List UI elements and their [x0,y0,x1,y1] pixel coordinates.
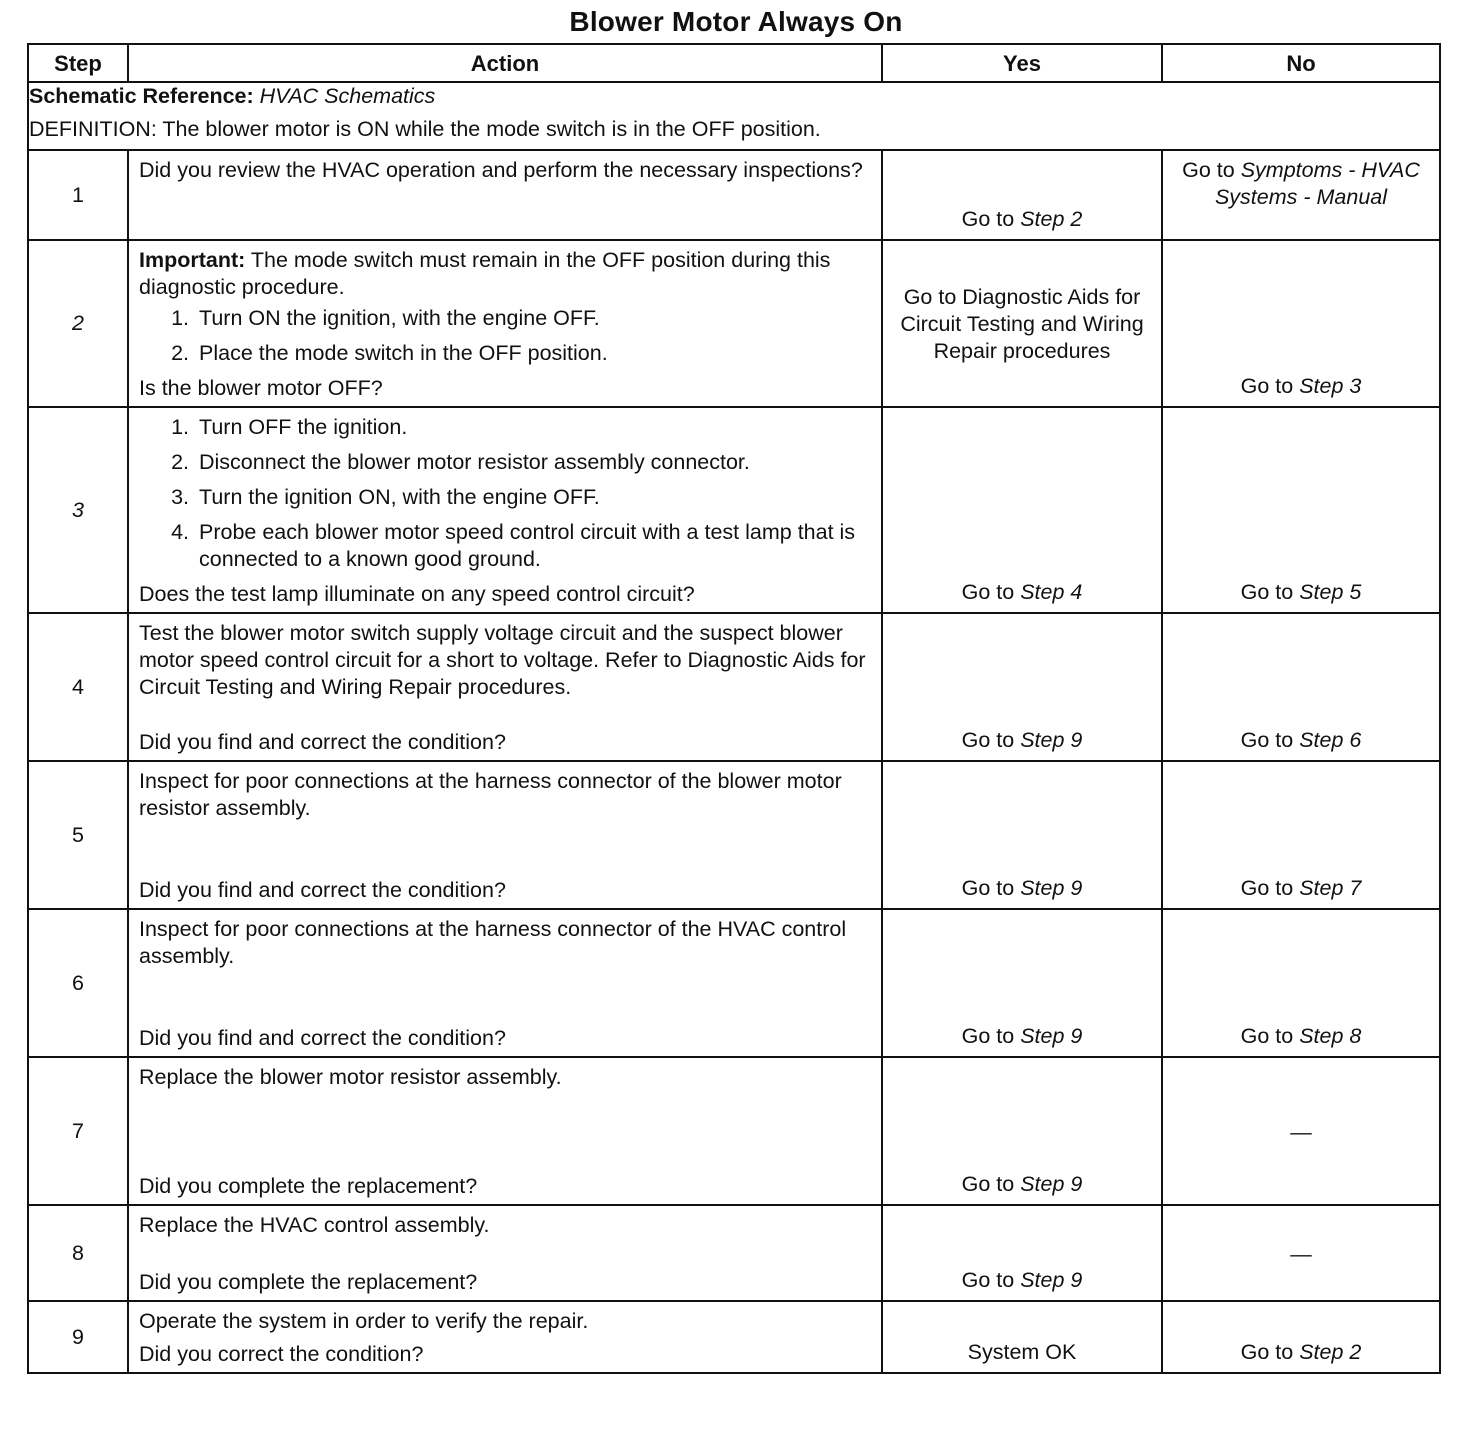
action-text: Inspect for poor connections at the harness connector of the blower motor resistor assembly. [139,769,842,820]
action-text: Replace the HVAC control assembly. [139,1213,490,1237]
no-cell [1162,1301,1440,1373]
action-cell [128,613,882,761]
yes-cell [882,761,1162,909]
no-cell [1162,613,1440,761]
step-number: 6 [28,909,128,1057]
header-no: No [1162,44,1440,82]
step-number: 5 [28,761,128,909]
yes-cell [882,407,1162,613]
no-prefix: Go to [1240,374,1294,398]
action-steps-list [139,305,871,367]
action-cell [128,240,882,407]
yes-cell [882,1057,1162,1205]
no-cell [1162,761,1440,909]
table-header-row [28,44,1440,82]
list-item: 1. Turn ON the ignition, with the engine OFF. [195,305,871,332]
no-link[interactable]: Step 7 [1299,876,1362,900]
yes-cell [882,150,1162,240]
list-item: 3. Turn the ignition ON, with the engine OFF. [195,484,871,511]
no-prefix: Go to [1240,728,1294,752]
yes-text: Go to Diagnostic Aids for Circuit Testing and Wiring Repair procedures [900,285,1144,363]
yes-prefix: Go to [961,580,1015,604]
no-prefix: Go to [1240,1340,1294,1364]
no-prefix: Go to [1240,876,1294,900]
action-text: Test the blower motor switch supply voltage circuit and the suspect blower motor speed control circuit for a short to voltage. Refer to Diagnostic Aids for Circuit Testing and Wiring Repair procedures. [139,621,866,699]
no-link[interactable]: Step 8 [1299,1024,1362,1048]
definition-text: DEFINITION: The blower motor is ON while the mode switch is in the OFF position. [29,117,821,141]
table-row [28,1057,1440,1205]
table-row [28,407,1440,613]
action-text: Did you review the HVAC operation and perform the necessary inspections? [139,158,863,182]
no-cell [1162,150,1440,240]
yes-link[interactable]: Step 9 [1020,1268,1083,1292]
no-link[interactable]: Step 2 [1299,1340,1362,1364]
list-item: 2. Place the mode switch in the OFF position. [195,340,871,367]
no-cell [1162,1205,1440,1301]
step-number: 9 [28,1301,128,1373]
action-question: Is the blower motor OFF? [139,376,383,400]
yes-cell [882,613,1162,761]
header-step: Step [28,44,128,82]
step-number: 2 [28,240,128,407]
action-text: Inspect for poor connections at the harness connector of the HVAC control assembly. [139,917,847,968]
table-row [28,613,1440,761]
no-cell [1162,240,1440,407]
no-dash: — [1290,1119,1312,1144]
diagnostic-table [27,43,1441,1374]
document-title: Blower Motor Always On [569,6,903,37]
action-cell [128,761,882,909]
yes-link[interactable]: Step 9 [1020,1172,1083,1196]
action-question: Did you find and correct the condition? [139,878,506,902]
action-cell [128,150,882,240]
no-prefix: Go to [1240,1024,1294,1048]
table-row [28,150,1440,240]
schematic-link[interactable]: HVAC Schematics [259,84,436,108]
table-row [28,1205,1440,1301]
yes-link[interactable]: Step 2 [1020,207,1083,231]
action-text: Operate the system in order to verify the repair. [139,1309,589,1333]
no-dash: — [1290,1241,1312,1266]
no-cell [1162,1057,1440,1205]
yes-cell [882,1301,1162,1373]
step-number: 7 [28,1057,128,1205]
table-row [28,240,1440,407]
important-text: The mode switch must remain in the OFF position during this diagnostic procedure. [139,248,831,299]
list-item: 4. Probe each blower motor speed control circuit with a test lamp that is connected to a known good ground. [195,519,871,573]
header-action: Action [128,44,882,82]
no-prefix: Go to [1182,158,1235,182]
action-question: Did you correct the condition? [139,1342,424,1366]
action-cell [128,909,882,1057]
yes-link[interactable]: Step 4 [1020,580,1083,604]
no-link[interactable]: Step 3 [1299,374,1362,398]
no-link[interactable]: Symptoms - HVAC Systems - Manual [1214,158,1420,209]
yes-prefix: Go to [961,728,1015,752]
table-row [28,909,1440,1057]
action-cell [128,1205,882,1301]
yes-prefix: Go to [961,876,1015,900]
action-text: Replace the blower motor resistor assembly. [139,1065,562,1089]
action-cell [128,1057,882,1205]
action-cell [128,407,882,613]
yes-cell [882,240,1162,407]
step-number: 4 [28,613,128,761]
yes-cell [882,1205,1162,1301]
no-cell [1162,909,1440,1057]
schematic-reference [29,83,1439,110]
important-label: Important: [139,248,246,272]
yes-prefix: Go to [961,1172,1015,1196]
yes-prefix: Go to [961,1268,1015,1292]
action-question: Did you complete the replacement? [139,1174,478,1198]
step-number: 1 [28,150,128,240]
list-item: 2. Disconnect the blower motor resistor assembly connector. [195,449,871,476]
action-text [139,247,871,301]
action-question: Did you find and correct the condition? [139,1026,506,1050]
yes-prefix: Go to [961,207,1015,231]
action-question: Did you find and correct the condition? [139,730,506,754]
info-row [28,82,1440,150]
step-number: 8 [28,1205,128,1301]
yes-cell [882,909,1162,1057]
yes-link[interactable]: Step 9 [1020,728,1083,752]
action-cell [128,1301,882,1373]
no-link[interactable]: Step 6 [1299,728,1362,752]
yes-link[interactable]: Step 9 [1020,1024,1083,1048]
no-link[interactable]: Step 5 [1299,580,1362,604]
yes-prefix: Go to [961,1024,1015,1048]
yes-text: System OK [967,1340,1077,1364]
no-cell [1162,407,1440,613]
no-prefix: Go to [1240,580,1294,604]
list-item: 1. Turn OFF the ignition. [195,414,871,441]
header-yes: Yes [882,44,1162,82]
action-question: Does the test lamp illuminate on any speed control circuit? [139,582,695,606]
table-row [28,1301,1440,1373]
step-number: 3 [28,407,128,613]
action-question: Did you complete the replacement? [139,1270,478,1294]
table-row [28,761,1440,909]
schematic-label: Schematic Reference: [29,84,254,108]
yes-link[interactable]: Step 9 [1020,876,1083,900]
action-steps-list [139,414,871,573]
